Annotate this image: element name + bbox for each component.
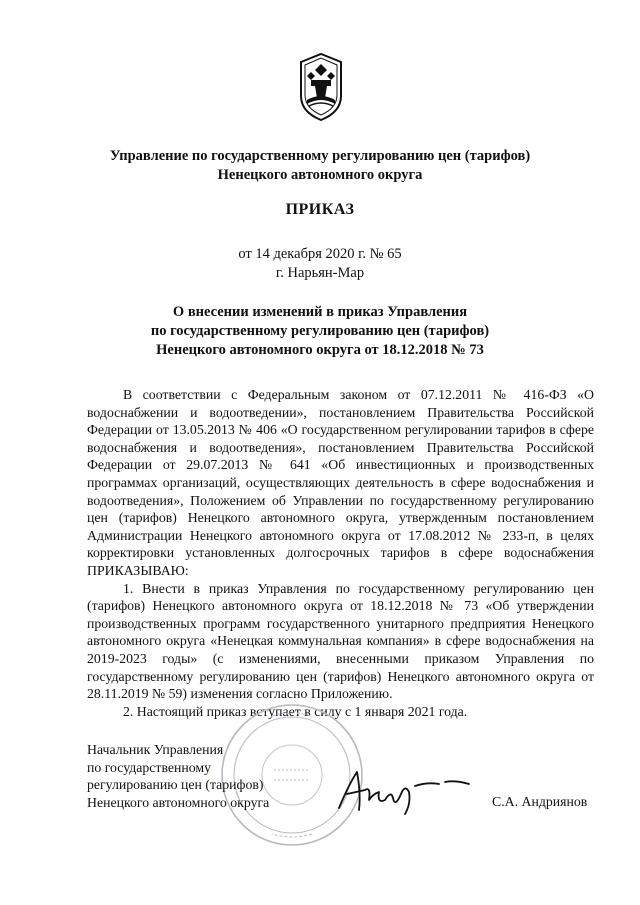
subject-line-3: Ненецкого автономного округа от 18.12.2018 № 73	[156, 342, 484, 358]
subject-line-1: О внесении изменений в приказ Управления	[172, 304, 468, 320]
doc-meta	[200, 245, 440, 283]
order-body	[87, 386, 594, 720]
order-subject	[60, 303, 580, 360]
item-2-paragraph: 2. Настоящий приказ вступает в силу с 1 января 2021 года.	[123, 703, 468, 719]
city: г. Нарьян-Мар	[275, 265, 365, 281]
position-line-2: по государственному	[87, 759, 212, 775]
coat-of-arms-icon	[297, 52, 345, 122]
date-number: от 14 декабря 2020 г. № 65	[238, 246, 402, 262]
agency-line-2: Ненецкого автономного округа	[217, 167, 423, 183]
position-line-3: регулированию цен (тарифов)	[87, 777, 264, 793]
agency-name	[60, 147, 580, 185]
handwritten-signature	[335, 764, 475, 819]
doc-type-title: ПРИКАЗ	[285, 201, 355, 218]
agency-line-1: Управление по государственному регулированию цен (тарифов)	[109, 148, 531, 164]
signatory-name: С.А. Андриянов	[492, 794, 588, 809]
position-line-1: Начальник Управления	[87, 742, 224, 757]
subject-line-2: по государственному регулированию цен (тарифов)	[150, 323, 490, 339]
preamble-paragraph: В соответствии с Федеральным законом от 07.12.2011 № 416-ФЗ «О водоснабжении и водоотведении», постановлением Правительства Российской Федерации от 13.05.2013 № 406 «О государственном регулировании тарифов в сфере водоснабжения и водоотведения», постановлением Правительства Российской Федерации от 29.07.2013 № 641 «Об инвестиционных и производственных программах организаций, осуществляющих деятельность в сфере водоснабжения и водоотведения», Положением об Управлении по государственному регулированию цен (тарифов) Ненецкого автономного округа, утвержденным постановлением Администрации Ненецкого автономного округа от 17.08.2012 № 233-п, в целях корректировки установленных долгосрочных тарифов в сфере водоснабжения ПРИКАЗЫВАЮ:	[87, 387, 594, 578]
item-1-paragraph: 1. Внести в приказ Управления по государственному регулированию цен (тарифов) Ненецкого автономного округа от 18.12.2018 № 73 «Об утверждении производственных программ государственного унитарного предприятия Ненецкого автономного округа «Ненецкая коммунальная компания» в сфере водоснабжения на 2019-2023 годы» (с изменениями, внесенными приказом Управления по государственному регулированию цен (тарифов) Ненецкого автономного округа от 28.11.2019 № 59) изменения согласно Приложению.	[87, 580, 594, 702]
position-line-4: Ненецкого автономного округа	[87, 794, 270, 810]
signatory-position	[87, 741, 269, 811]
